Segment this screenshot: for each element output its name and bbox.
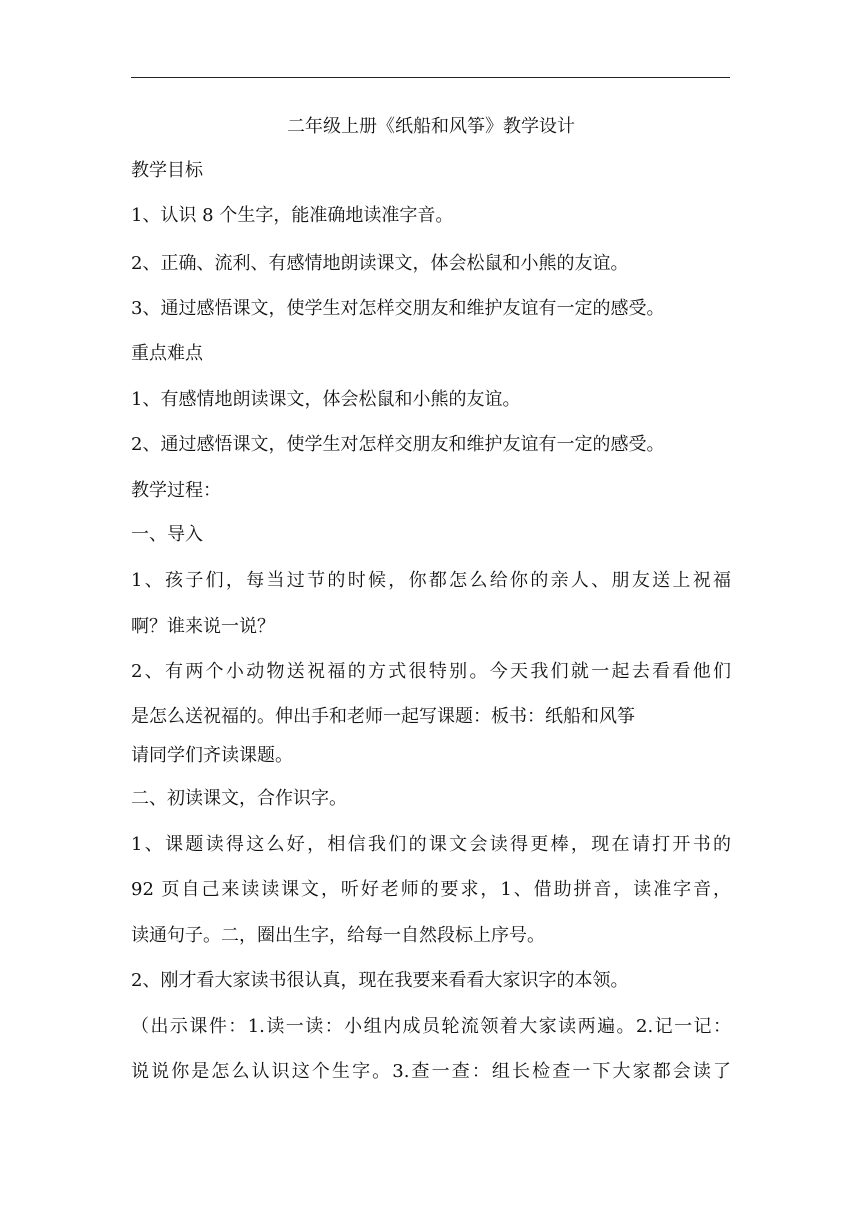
step-heading-first-reading: 二、初读课文，合作识字。 (131, 788, 347, 809)
paragraph-line: （出示课件：1.读一读：小组内成员轮流领着大家读两遍。2.记一记： (131, 1016, 731, 1037)
key-point-item-2: 2、通过感悟课文，使学生对怎样交朋友和维护友谊有一定的感受。 (131, 434, 665, 455)
paragraph-line: 读通句子。二，圈出生字，给每一自然段标上序号。 (131, 925, 545, 946)
paragraph-line: 2、刚才看大家读书很认真，现在我要来看看大家识字的本领。 (131, 970, 629, 991)
paragraph-line: 2、有两个小动物送祝福的方式很特别。今天我们就一起去看看他们 (131, 661, 731, 682)
paragraph-line: 说说你是怎么认识这个生字。3.查一查：组长检查一下大家都会读了 (131, 1061, 731, 1082)
header-rule (131, 77, 730, 78)
objective-item-1: 1、认识 8 个生字，能准确地读准字音。 (131, 205, 454, 226)
key-point-item-1: 1、有感情地朗读课文，体会松鼠和小熊的友谊。 (131, 389, 521, 410)
paragraph-line: 是怎么送祝福的。伸出手和老师一起写课题：板书：纸船和风筝 (131, 706, 635, 727)
section-heading-objectives: 教学目标 (131, 160, 203, 181)
document-title: 二年级上册《纸船和风筝》教学设计 (287, 116, 575, 137)
paragraph-line: 1、课题读得这么好，相信我们的课文会读得更棒，现在请打开书的 (131, 834, 731, 855)
paragraph-line: 啊？谁来说一说？ (131, 616, 275, 637)
paragraph-line: 1、孩子们，每当过节的时候，你都怎么给你的亲人、朋友送上祝福 (131, 570, 731, 591)
objective-item-3: 3、通过感悟课文，使学生对怎样交朋友和维护友谊有一定的感受。 (131, 298, 665, 319)
paragraph-line: 92 页自己来读读课文，听好老师的要求，1、借助拼音，读准字音， (131, 879, 731, 900)
objective-item-2: 2、正确、流利、有感情地朗读课文，体会松鼠和小熊的友谊。 (131, 253, 629, 274)
step-heading-introduction: 一、导入 (131, 524, 203, 545)
section-heading-key-points: 重点难点 (131, 343, 203, 364)
paragraph-line: 请同学们齐读课题。 (131, 745, 293, 766)
section-heading-process: 教学过程： (131, 480, 221, 501)
